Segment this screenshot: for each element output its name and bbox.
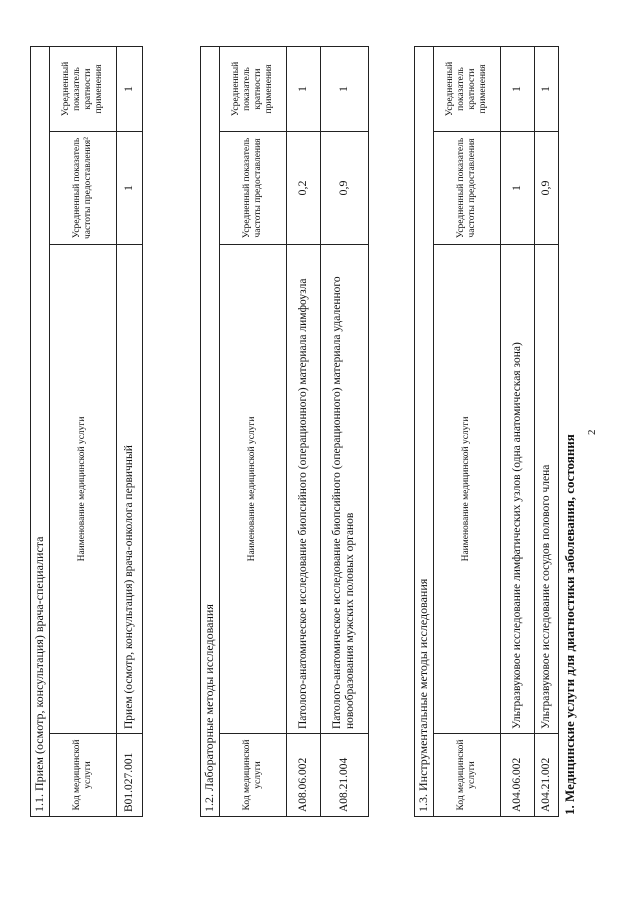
frequency-value: 1: [116, 132, 142, 245]
frequency-value: 0,2: [286, 132, 320, 245]
multiplicity-value: 1: [286, 47, 320, 132]
service-code: A08.21.004: [320, 734, 368, 817]
table-row: [320, 47, 368, 817]
frequency-value: 1: [500, 132, 534, 245]
multiplicity-value: 1: [320, 47, 368, 132]
multiplicity-value: 1: [116, 47, 142, 132]
column-header-code: Код медицинской услуги: [219, 734, 286, 817]
service-name: Ультразвуковое исследование сосудов полового члена: [534, 245, 558, 734]
table-row: [534, 47, 558, 817]
frequency-value: 0,9: [320, 132, 368, 245]
document-title: 1. Медицинские услуги для диагностики заболевания, состояния: [562, 434, 577, 815]
page-number: 2: [586, 429, 598, 435]
section-table-1-1: [30, 46, 143, 817]
table-row: [116, 47, 142, 817]
service-name: Ультразвуковое исследование лимфатических узлов (одна анатомическая зона): [500, 245, 534, 734]
section-title: 1.2. Лабораторные методы исследования: [201, 47, 220, 817]
column-header-name: Наименование медицинской услуги: [49, 245, 116, 734]
column-header-multiplicity: Усредненный показатель кратности применения: [219, 47, 286, 132]
column-header-code: Код медицинской услуги: [49, 734, 116, 817]
section-title: 1.3. Инструментальные методы исследования: [415, 47, 434, 817]
table-header-row: [49, 47, 116, 817]
frequency-value: 0,9: [534, 132, 558, 245]
column-header-multiplicity: Усредненный показатель кратности применения: [49, 47, 116, 132]
service-code: A04.06.002: [500, 734, 534, 817]
column-header-frequency: Усредненный показатель частоты предоставления: [433, 132, 500, 245]
table-row: [500, 47, 534, 817]
section-table-1-2: [200, 46, 369, 817]
column-header-name: Наименование медицинской услуги: [433, 245, 500, 734]
table-header-row: [433, 47, 500, 817]
multiplicity-value: 1: [534, 47, 558, 132]
column-header-name: Наименование медицинской услуги: [219, 245, 286, 734]
service-name: Патолого-анатомическое исследование биопсийного (операционного) материала удаленного новообразования мужских половых органов: [320, 245, 368, 734]
column-header-frequency: Усредненный показатель частоты предоставления: [219, 132, 286, 245]
service-code: A08.06.002: [286, 734, 320, 817]
service-name: Прием (осмотр, консультация) врача-онколога первичный: [116, 245, 142, 734]
table-header-row: [219, 47, 286, 817]
column-header-frequency: Усредненный показатель частоты предоставления²: [49, 132, 116, 245]
column-header-code: Код медицинской услуги: [433, 734, 500, 817]
column-header-multiplicity: Усредненный показатель кратности применения: [433, 47, 500, 132]
section-title: 1.1. Прием (осмотр, консультация) врача-специалиста: [31, 47, 50, 817]
section-table-1-3: [414, 46, 559, 817]
service-name: Патолого-анатомическое исследование биопсийного (операционного) материала лимфоузла: [286, 245, 320, 734]
multiplicity-value: 1: [500, 47, 534, 132]
service-code: A04.21.002: [534, 734, 558, 817]
table-row: [286, 47, 320, 817]
service-code: B01.027.001: [116, 734, 142, 817]
